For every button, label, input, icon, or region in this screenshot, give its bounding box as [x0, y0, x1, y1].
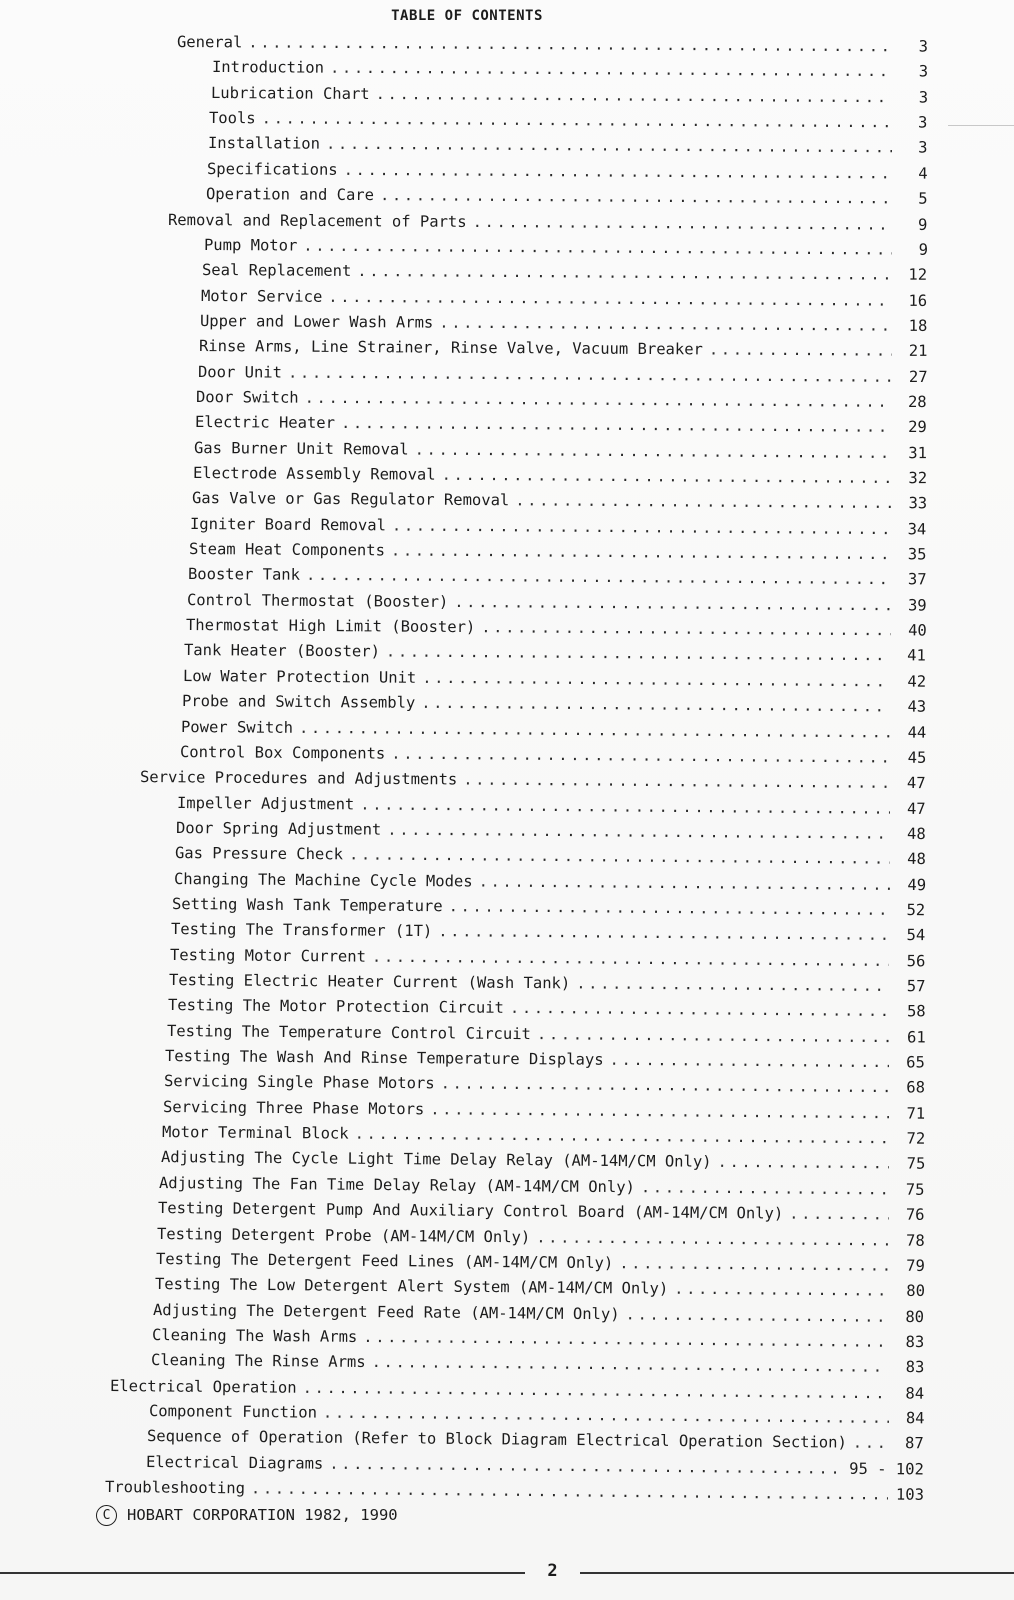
toc-entry-page: 78 — [905, 1231, 925, 1250]
toc-entry-page: 76 — [905, 1205, 925, 1224]
toc-leader-dots — [330, 57, 892, 82]
toc-entry-page: 3 — [918, 113, 928, 132]
toc-entry-page: 87 — [905, 1434, 925, 1453]
toc-entry — [189, 538, 927, 565]
toc-entry-page: 37 — [907, 570, 927, 589]
toc-entry-page: 71 — [906, 1104, 926, 1123]
toc-entry — [183, 665, 926, 693]
toc-entry-label: Steam Heat Components — [189, 540, 386, 560]
toc-leader-dots — [306, 564, 891, 590]
toc-leader-dots — [717, 1151, 889, 1174]
toc-leader-dots — [439, 312, 891, 337]
page-number: 2 — [547, 1561, 558, 1581]
toc-leader-dots — [303, 1376, 889, 1404]
toc-entry-label: Service Procedures and Adjustments — [140, 768, 458, 789]
toc-entry-page: 41 — [907, 646, 927, 665]
toc-entry-label: Cleaning The Rinse Arms — [150, 1351, 366, 1372]
toc-leader-dots — [481, 616, 891, 641]
toc-entry-page: 83 — [905, 1358, 925, 1377]
toc-entry-label: Testing The Wash And Rinse Temperature Displays — [165, 1047, 604, 1069]
toc-entry-page: 65 — [906, 1053, 926, 1072]
toc-entry-label: Igniter Board Removal — [190, 514, 387, 535]
toc-entry-label: Control Thermostat (Booster) — [186, 590, 449, 611]
toc-leader-dots — [380, 184, 892, 209]
toc-entry — [171, 918, 925, 946]
toc-entry-page: 9 — [918, 240, 928, 259]
toc-entry — [162, 1121, 925, 1150]
toc-entry-label: Gas Pressure Check — [174, 844, 343, 864]
toc-entry — [209, 107, 928, 134]
toc-entry-page: 18 — [908, 316, 928, 335]
toc-entry-label: Installation — [208, 134, 321, 154]
toc-entry — [176, 817, 926, 845]
toc-entry-page: 44 — [907, 723, 927, 742]
toc-entry — [172, 893, 925, 921]
toc-entry-label: Electrode Assembly Removal — [192, 464, 436, 484]
toc-leader-dots — [392, 514, 890, 540]
toc-entry-page: 58 — [906, 1002, 926, 1021]
toc-entry-page: 3 — [918, 37, 929, 56]
toc-entry-label: Electrical Operation — [110, 1376, 297, 1397]
toc-entry — [196, 386, 927, 413]
toc-entry-label: Upper and Lower Wash Arms — [199, 311, 434, 332]
toc-leader-dots — [422, 667, 890, 693]
toc-entry — [175, 842, 926, 870]
toc-leader-dots — [375, 83, 892, 108]
toc-entry — [174, 868, 926, 896]
toc-entry — [170, 944, 926, 972]
toc-entry-page: 3 — [918, 138, 928, 157]
toc-leader-dots — [454, 591, 891, 616]
toc-entry — [197, 361, 927, 388]
toc-leader-dots — [248, 31, 892, 57]
toc-entry-page: 84 — [905, 1384, 925, 1403]
toc-leader-dots — [536, 1023, 889, 1048]
toc-entry-label: Testing The Motor Protection Circuit — [167, 996, 504, 1018]
toc-entry-page: 80 — [905, 1307, 925, 1326]
toc-entry-label: Thermostat High Limit (Booster) — [185, 616, 475, 637]
copyright-icon: C — [96, 1505, 117, 1526]
toc-leader-dots — [641, 1176, 889, 1200]
toc-leader-dots — [789, 1203, 889, 1226]
toc-entry — [194, 437, 927, 464]
toc-leader-dots — [414, 438, 891, 463]
toc-entry-page: 3 — [918, 88, 928, 107]
toc-entry-label: Door Switch — [196, 387, 300, 407]
toc-entry-label: Door Unit — [197, 362, 282, 382]
toc-leader-dots — [372, 1351, 889, 1378]
toc-entry-page: 12 — [908, 265, 928, 284]
toc-leader-dots — [341, 412, 891, 438]
toc-leader-dots — [363, 1326, 888, 1353]
toc-entry-label: General — [176, 33, 243, 52]
toc-entry-page: 84 — [905, 1409, 925, 1428]
toc-entry-page: 39 — [907, 596, 927, 615]
toc-entry-label: Removal and Replacement of Parts — [168, 210, 467, 231]
toc-entry — [140, 766, 926, 794]
toc-entry — [202, 259, 927, 286]
toc-entry-label: Testing The Temperature Control Circuit — [166, 1021, 531, 1043]
toc-entry-label: Adjusting The Cycle Light Time Delay Relay (AM-14M/CM Only) — [160, 1148, 712, 1172]
toc-entry-label: Testing The Low Detergent Alert System (AM-14M/CM Only) — [154, 1275, 668, 1298]
toc-entry — [157, 1223, 925, 1252]
toc-entry-label: Pump Motor — [203, 235, 297, 255]
toc-entry-page: 48 — [907, 824, 926, 843]
toc-entry-label: Introduction — [211, 58, 324, 78]
toc-entry — [152, 1324, 924, 1353]
toc-leader-dots — [626, 1303, 889, 1327]
toc-entry-label: Testing Detergent Probe (AM-14M/CM Only) — [156, 1224, 531, 1246]
toc-entry-page: 40 — [907, 621, 927, 640]
toc-entry-page: 49 — [906, 875, 926, 894]
toc-entry-label: Control Box Components — [179, 742, 385, 763]
toc-entry — [164, 1070, 925, 1099]
toc-leader-dots — [674, 1278, 889, 1302]
toc-entry-page: 95 - 102 — [849, 1459, 925, 1479]
toc-entry-label: Seal Replacement — [202, 261, 352, 281]
page-title: TABLE OF CONTENTS — [391, 8, 543, 24]
toc-entry-label: Door Spring Adjustment — [175, 818, 382, 839]
toc-leader-dots — [441, 1073, 890, 1099]
toc-entry-page: 35 — [907, 545, 927, 564]
toc-leader-dots — [610, 1049, 889, 1073]
toc-entry-label: Power Switch — [180, 717, 293, 737]
toc-entry — [168, 209, 928, 236]
toc-entry-page: 48 — [906, 850, 926, 869]
copyright-notice — [96, 1504, 398, 1526]
toc-leader-dots — [853, 1432, 888, 1454]
footer-rule-right — [580, 1572, 1014, 1574]
toc-leader-dots — [372, 945, 890, 971]
toc-entry-page: 47 — [907, 774, 927, 793]
toc-entry — [158, 1197, 925, 1226]
toc-entry — [148, 1400, 924, 1429]
toc-entry-label: Component Function — [148, 1401, 317, 1422]
toc-entry-page: 83 — [905, 1332, 925, 1352]
toc-entry-page: 3 — [918, 62, 928, 81]
toc-leader-dots — [326, 133, 892, 159]
toc-leader-dots — [478, 870, 890, 895]
toc-entry-page: 31 — [908, 443, 927, 462]
toc-entry — [177, 792, 926, 820]
toc-entry — [206, 183, 928, 210]
toc-entry-label: Setting Wash Tank Temperature — [172, 894, 444, 916]
toc-leader-dots — [305, 387, 891, 413]
toc-leader-dots — [430, 1098, 889, 1124]
toc-entry-label: Adjusting The Detergent Feed Rate (AM-14M/CM Only) — [153, 1300, 621, 1323]
toc-entry-page: 28 — [908, 392, 928, 411]
toc-entry-label: Booster Tank — [187, 565, 300, 585]
toc-entry-label: Testing The Transformer (1T) — [171, 920, 433, 941]
toc-entry — [166, 1020, 925, 1048]
toc-entry — [147, 1425, 924, 1454]
toc-entry-label: Troubleshooting — [104, 1478, 246, 1498]
toc-entry-page: 21 — [908, 342, 928, 361]
toc-entry-page: 75 — [906, 1180, 925, 1199]
toc-entry-label: Impeller Adjustment — [177, 793, 355, 813]
toc-leader-dots — [421, 692, 890, 718]
toc-leader-dots — [322, 1402, 888, 1429]
toc-leader-dots — [360, 793, 890, 819]
toc-entry-page: 33 — [907, 494, 927, 513]
toc-leader-dots — [619, 1252, 889, 1276]
toc-entry-label: Rinse Arms, Line Strainer, Rinse Valve, Vacuum Breaker — [198, 337, 703, 359]
footer-rule-left — [0, 1572, 525, 1574]
toc-leader-dots — [358, 260, 892, 286]
toc-entry-page: 27 — [908, 367, 928, 386]
toc-entry — [190, 513, 926, 540]
toc-leader-dots — [287, 361, 891, 387]
toc-entry-label: Tank Heater (Booster) — [184, 641, 381, 661]
toc-leader-dots — [441, 464, 891, 489]
toc-entry-label: Gas Burner Unit Removal — [193, 438, 409, 459]
toc-leader-dots — [303, 234, 892, 260]
toc-entry — [182, 690, 926, 718]
toc-entry — [211, 82, 928, 109]
toc-leader-dots — [262, 107, 892, 133]
toc-entry-page: 52 — [906, 900, 926, 920]
toc-entry — [184, 639, 926, 667]
toc-entry-page: 103 — [895, 1485, 925, 1504]
toc-leader-dots — [449, 895, 890, 921]
toc-leader-dots — [473, 210, 892, 235]
toc-entry-label: Electric Heater — [195, 413, 336, 433]
toc-entry-page: 45 — [907, 748, 927, 767]
toc-entry — [146, 1451, 924, 1480]
toc-entry-page: 4 — [918, 164, 928, 183]
toc-entry-page: 34 — [907, 519, 927, 539]
toc-leader-dots — [251, 1477, 888, 1505]
toc-entry-page: 9 — [918, 215, 928, 234]
toc-entry-label: Probe and Switch Assembly — [181, 692, 416, 712]
toc-entry-label: Gas Valve or Gas Regulator Removal — [191, 489, 509, 510]
toc-entry-label: Tools — [209, 109, 257, 128]
toc-entry — [203, 234, 927, 261]
toc-entry-page: 42 — [907, 672, 927, 691]
toc-entry — [177, 31, 928, 58]
toc-entry-label: Testing Electric Heater Current (Wash Tank) — [168, 971, 571, 993]
toc-entry-page: 68 — [906, 1078, 926, 1097]
toc-entry — [105, 1476, 924, 1506]
toc-entry — [159, 1172, 925, 1201]
toc-entry — [186, 614, 927, 642]
toc-entry-page: 47 — [907, 799, 926, 818]
toc-leader-dots — [299, 716, 890, 743]
toc-entry — [169, 969, 926, 997]
toc-entry-label: Specifications — [206, 159, 338, 179]
toc-leader-dots — [510, 997, 890, 1022]
toc-entry — [195, 411, 927, 438]
toc-entry — [151, 1349, 925, 1378]
toc-entry — [180, 741, 927, 769]
toc-entry — [165, 1045, 925, 1073]
toc-entry-label: Low Water Protection Unit — [183, 666, 417, 687]
toc-leader-dots — [438, 920, 889, 946]
toc-leader-dots — [386, 641, 890, 667]
toc-entry — [181, 716, 926, 744]
toc-entry-page: 54 — [906, 926, 926, 945]
toc-entry-label: Motor Service — [201, 286, 323, 306]
toc-leader-dots — [344, 159, 892, 185]
toc-entry — [154, 1273, 924, 1302]
toc-entry-page: 16 — [908, 291, 928, 310]
toc-entry-label: Testing The Detergent Feed Lines (AM-14M/CM Only) — [155, 1249, 614, 1272]
toc-entry-page: 43 — [907, 697, 927, 716]
toc-entry-page: 80 — [905, 1282, 925, 1301]
toc-entry-label: Lubrication Chart — [210, 83, 370, 103]
toc-entry — [153, 1299, 924, 1328]
toc-leader-dots — [391, 742, 890, 768]
toc-entry — [199, 335, 928, 362]
toc-entry-page: 61 — [906, 1028, 926, 1047]
toc-entry — [156, 1248, 925, 1277]
toc-entry — [200, 310, 928, 337]
toc-entry-label: Sequence of Operation (Refer to Block Diagram Electrical Operation Section) — [147, 1427, 848, 1452]
toc-entry-page: 29 — [908, 418, 927, 437]
toc-entry-label: Servicing Three Phase Motors — [162, 1097, 425, 1118]
toc-entry-page: 32 — [908, 469, 927, 488]
toc-entry — [163, 1096, 925, 1125]
toc-leader-dots — [536, 1226, 889, 1251]
toc-entry-page: 72 — [906, 1129, 926, 1148]
toc-entry-label: Testing Detergent Pump And Auxiliary Control Board (AM-14M/CM Only) — [158, 1199, 784, 1223]
copyright-text: HOBART CORPORATION 1982, 1990 — [127, 1506, 398, 1524]
toc-entry — [191, 487, 926, 514]
toc-entry-label: Changing The Machine Cycle Modes — [173, 869, 473, 891]
toc-entry — [187, 589, 927, 617]
toc-entry-label: Cleaning The Wash Arms — [152, 1325, 358, 1346]
toc-leader-dots — [387, 819, 890, 845]
toc-leader-dots — [709, 339, 892, 362]
toc-entry-page: 75 — [906, 1154, 925, 1174]
toc-leader-dots — [515, 490, 891, 515]
toc-entry — [188, 563, 927, 590]
toc-entry — [193, 462, 927, 489]
toc-leader-dots — [354, 1123, 889, 1150]
toc-entry-page: 56 — [906, 951, 926, 970]
toc-leader-dots — [576, 972, 889, 997]
toc-entry-label: Servicing Single Phase Motors — [164, 1072, 435, 1093]
toc-entry-label: Motor Terminal Block — [161, 1123, 349, 1143]
toc-entry-label: Electrical Diagrams — [146, 1452, 324, 1473]
toc-entry-page: 5 — [918, 189, 928, 208]
toc-entry-page: 57 — [906, 977, 926, 996]
toc-leader-dots — [464, 769, 890, 794]
toc-leader-dots — [349, 844, 890, 870]
toc-leader-dots — [328, 285, 891, 311]
toc-entry — [168, 994, 926, 1022]
toc-entry-label: Adjusting The Fan Time Delay Relay (AM-14M/CM Only) — [159, 1173, 636, 1197]
toc-entry-label: Testing Motor Current — [170, 945, 367, 966]
toc-entry-page: 79 — [905, 1256, 925, 1275]
toc-entry — [160, 1146, 925, 1175]
toc-entry — [201, 285, 927, 312]
toc-entry-label: Operation and Care — [205, 185, 374, 205]
toc-entry — [207, 158, 928, 185]
toc-entry — [212, 56, 928, 82]
toc-leader-dots — [391, 539, 891, 565]
toc-entry — [208, 132, 928, 159]
toc-leader-dots — [329, 1452, 841, 1479]
